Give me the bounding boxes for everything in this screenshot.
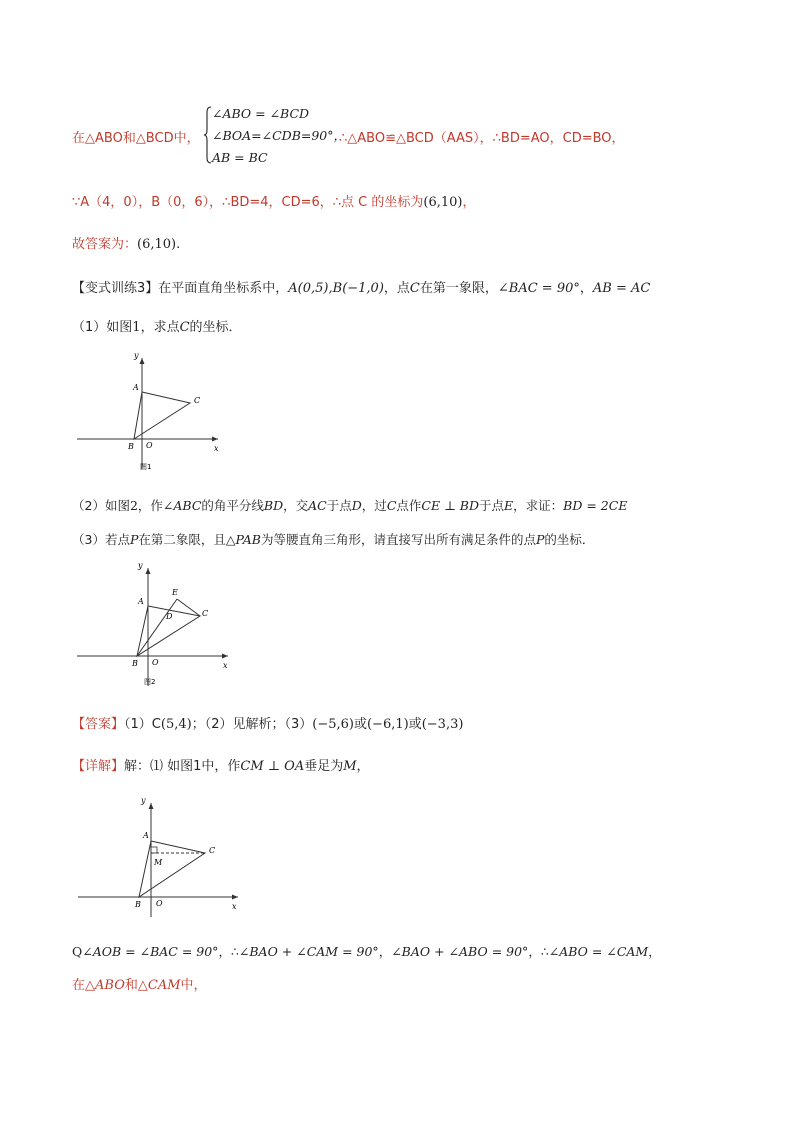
detail-point-m: M — [343, 759, 357, 774]
fig3-label-m: M — [154, 858, 163, 867]
figure-2 — [72, 560, 237, 690]
q3-point-p: P — [129, 532, 139, 547]
last-text: 和 — [124, 978, 138, 993]
q2-point-e: E — [504, 498, 514, 513]
q3-text: （3）若点 — [72, 532, 130, 547]
since-symbol: Q — [72, 944, 83, 959]
q1-text: ，求点 — [140, 320, 180, 335]
since-sep: ，∴ — [218, 944, 239, 959]
q2-text: （2）如图 — [72, 498, 130, 513]
since-sep: ， — [648, 944, 661, 959]
problem-statement — [72, 277, 650, 296]
problem-text: ，点 — [383, 281, 410, 296]
answer-or: 或 — [353, 717, 367, 732]
q3-point-p: P — [536, 532, 545, 547]
q2-text: ，求证： — [513, 498, 564, 513]
q2-point-d: D — [351, 498, 362, 513]
coordinate-text: ∵A（4，0），B（0，6），∴BD=4，CD=6，∴点 C 的坐标为 — [72, 195, 424, 210]
congruence-conclusion: ∴△ABO≌△BCD（AAS），∴BD=AO，CD=BO， — [339, 131, 625, 146]
last-line — [72, 974, 207, 993]
problem-tag: 【变式训练3】 — [72, 281, 159, 296]
q3-text: 为等腰直角三角形，请直接写出所有满足条件的点 — [260, 532, 536, 547]
q3-text: 在第二象限，且 — [138, 532, 226, 547]
q2-text: ，作 — [137, 498, 163, 513]
fig1-label-b: B — [128, 442, 134, 451]
q3-text: 的坐标． — [544, 532, 595, 547]
since-sep: ，∴ — [528, 944, 549, 959]
answer-p3: (−3,3) — [421, 717, 464, 732]
q2-ac: AC — [308, 498, 327, 513]
fig1-label-o: O — [146, 441, 153, 450]
detail-text: 解：⑴ 如图1中，作 — [124, 759, 241, 774]
detail-cm-perp: CM ⊥ OA — [240, 759, 305, 774]
fig2-label-o: O — [152, 658, 159, 667]
coordinate-value: (6,10) — [423, 195, 463, 210]
triangle-abo: △ABO — [85, 978, 125, 993]
answer-line — [72, 233, 180, 252]
fig2-label-b: B — [132, 659, 138, 668]
x-axis-arrow-icon — [232, 895, 238, 900]
fig1-label-c: C — [194, 396, 201, 405]
proof-since-line — [72, 942, 661, 960]
answer-value: (6,10) — [137, 237, 177, 252]
congruence-intro: 在△ABO和△BCD中， — [72, 131, 200, 146]
detail-text: 垂足为 — [304, 759, 344, 774]
q2-angle: ∠ABC — [162, 498, 202, 513]
coordinate-line — [72, 191, 476, 210]
system-eq-1: ∠ABO = ∠BCD — [212, 106, 310, 121]
answer-p1: (−5,6) — [312, 717, 354, 732]
q2-text: 的角平分线 — [201, 498, 264, 513]
fig1-label-y: y — [134, 351, 139, 360]
q1-text: 的坐标． — [189, 320, 242, 335]
since-eq-4: ∠ABO = ∠CAM — [548, 944, 649, 959]
fig3-label-y: y — [141, 796, 146, 805]
answer-row — [72, 713, 463, 732]
fig3-label-b: B — [135, 900, 141, 909]
q1-text: （1）如图 — [72, 320, 133, 335]
last-text: 在 — [72, 978, 86, 993]
q2-point-c: C — [386, 498, 397, 513]
fig3-label-c: C — [209, 846, 216, 855]
since-eq-1: ∠AOB = ∠BAC = 90° — [82, 944, 219, 959]
q2-text: 点作 — [396, 498, 422, 513]
equation-system — [212, 103, 346, 169]
answer-c-coord: (5,4) — [160, 717, 192, 732]
triangle-cam: △CAM — [137, 978, 181, 993]
fig3-label-o: O — [156, 899, 163, 908]
fig2-caption: 图2 — [144, 678, 156, 686]
q2-fig-num: 2 — [129, 498, 138, 513]
q2-proof-goal: BD = 2CE — [563, 498, 628, 513]
fig1-label-x: x — [214, 444, 219, 453]
punct: ， — [462, 195, 476, 210]
figure-3 — [72, 795, 247, 920]
ab-equals-ac: AB = AC — [592, 281, 651, 296]
detail-text: ， — [356, 759, 370, 774]
x-axis-arrow-icon — [222, 654, 228, 659]
y-axis-arrow-icon — [140, 358, 145, 364]
fig2-label-a: A — [138, 597, 144, 606]
fig3-label-x: x — [232, 902, 237, 911]
question-3 — [72, 530, 594, 548]
brace-icon — [204, 106, 212, 164]
problem-text: 在平面直角坐标系中， — [158, 281, 289, 296]
y-axis-arrow-icon — [149, 803, 154, 809]
detail-tag: 【详解】 — [72, 759, 125, 774]
question-2 — [72, 496, 627, 514]
fig2-label-c: C — [202, 609, 209, 618]
right-angle-mark — [151, 847, 157, 853]
q2-text: 于点 — [326, 498, 352, 513]
system-eq-2: ∠BOA=∠CDB=90°， — [212, 128, 347, 143]
y-axis-arrow-icon — [146, 568, 151, 574]
q3-triangle: △PAB — [225, 532, 261, 547]
answer-tag: 【答案】 — [72, 717, 125, 732]
q1-point: C — [179, 320, 190, 335]
punct: . — [176, 237, 181, 252]
answer-label: 故答案为： — [72, 237, 138, 252]
answer-p2: (−6,1) — [366, 717, 409, 732]
question-1 — [72, 316, 242, 335]
answer-or: 或 — [408, 717, 422, 732]
q2-perp: CE ⊥ BD — [421, 498, 480, 513]
point-c: C — [409, 281, 420, 296]
figure-1 — [72, 348, 232, 473]
system-eq-3: AB = BC — [212, 150, 268, 165]
last-text: 中， — [180, 978, 207, 993]
fig1-caption: 图1 — [140, 463, 152, 471]
q2-text: ，过 — [361, 498, 387, 513]
since-eq-2: ∠BAO + ∠CAM = 90° — [238, 944, 379, 959]
answer-text: （1）C — [124, 717, 161, 732]
q1-fig-num: 1 — [132, 320, 141, 335]
q2-bd: BD — [263, 498, 284, 513]
q2-text: 于点 — [479, 498, 505, 513]
since-sep: ， — [378, 944, 392, 959]
answer-text: ；（2）见解析；（3） — [191, 717, 313, 732]
detail-row — [72, 755, 370, 774]
fig2-label-x: x — [223, 661, 228, 670]
fig2-label-y: y — [138, 561, 143, 570]
fig3-label-a: A — [143, 831, 149, 840]
fig2-label-e: E — [172, 588, 178, 597]
problem-points: A(0,5),B(−1,0) — [288, 281, 384, 296]
since-eq-3: ∠BAO + ∠ABO = 90° — [391, 944, 529, 959]
fig2-label-d: D — [166, 612, 173, 621]
problem-text: ， — [579, 281, 593, 296]
problem-text: 在第一象限， — [419, 281, 498, 296]
fig1-label-a: A — [133, 383, 139, 392]
q2-text: ，交 — [283, 498, 309, 513]
angle-bac: ∠BAC = 90° — [497, 281, 580, 296]
x-axis-arrow-icon — [212, 437, 218, 442]
triangle-abc — [139, 841, 205, 897]
